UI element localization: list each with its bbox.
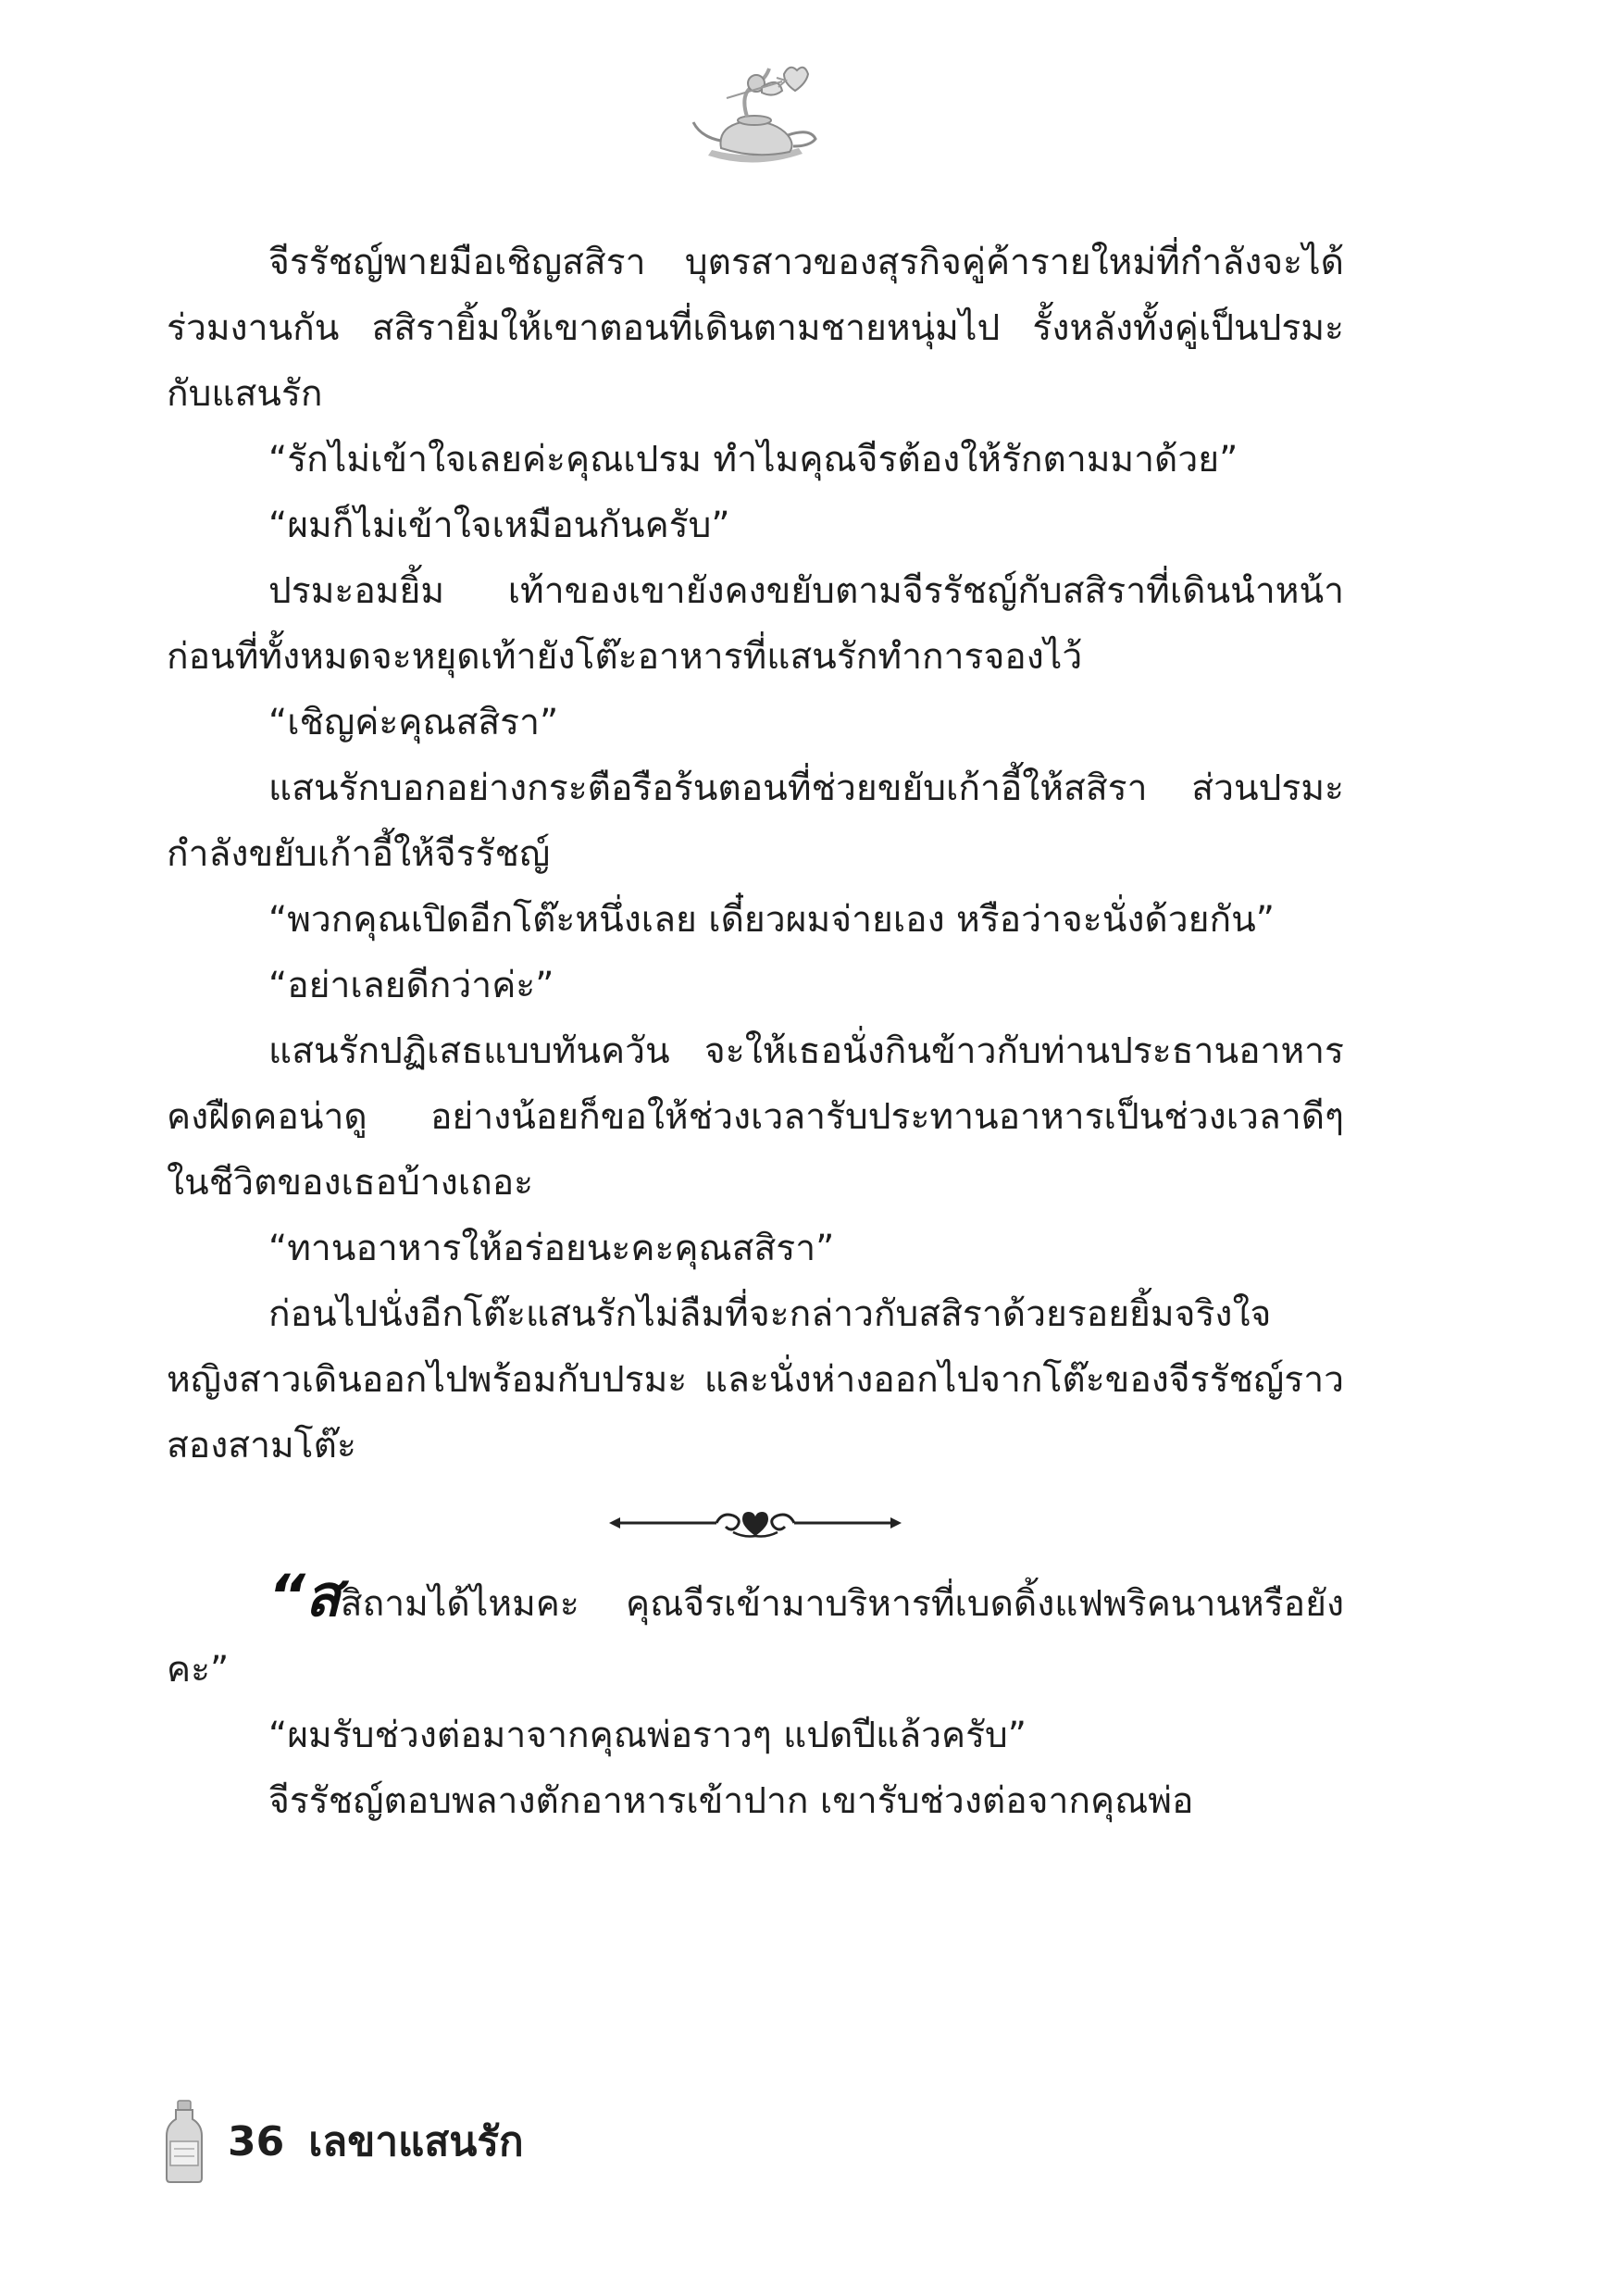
dropcap-paragraph xyxy=(167,1562,1344,1703)
paragraph: “รักไม่เข้าใจเลยค่ะคุณเปรม ทำไมคุณจีรต้องให้รักตามมาด้วย” xyxy=(268,439,1238,480)
page-number: 36 xyxy=(228,2117,285,2165)
body-text xyxy=(167,230,1344,1834)
paragraph: “อย่าเลยดีกว่าค่ะ” xyxy=(268,965,554,1006)
paragraph: “ผมรับช่วงต่อมาจากคุณพ่อราวๆ แปดปีแล้วครับ” xyxy=(268,1715,1027,1756)
page-footer xyxy=(165,2100,524,2183)
paragraph: แสนรักบอกอย่างกระตือรือร้นตอนที่ช่วยขยับเก้าอี้ให้สสิรา ส่วนปรมะกำลังขยับเก้าอี้ให้จีรรัชญ์ xyxy=(167,767,1344,875)
paragraph: ปรมะอมยิ้ม เท้าของเขายังคงขยับตามจีรรัชญ์กับสสิราที่เดินนำหน้า ก่อนที่ทั้งหมดจะหยุดเท้ายังโต๊ะอาหารที่แสนรักทำการจองไว้ xyxy=(167,570,1344,678)
paragraph: ก่อนไปนั่งอีกโต๊ะแสนรักไม่ลืมที่จะกล่าวกับสสิราด้วยรอยยิ้มจริงใจ หญิงสาวเดินออกไปพร้อมกับปรมะ และนั่งห่างออกไปจากโต๊ะของจีรรัชญ์ราวสองสามโต๊ะ xyxy=(167,1293,1344,1466)
paragraph: “ทานอาหารให้อร่อยนะคะคุณสสิรา” xyxy=(268,1228,835,1269)
paragraph: จีรรัชญ์พายมือเชิญสสิรา บุตรสาวของสุรกิจคู่ค้ารายใหม่ที่กำลังจะได้ร่วมงานกัน สสิรายิ้มให้เขาตอนที่เดินตามชายหนุ่มไป รั้งหลังทั้งคู่เป็นปรมะกับแสนรัก xyxy=(167,242,1344,415)
cupid-genie-lamp-icon xyxy=(680,56,828,176)
paragraph-rest: สิถามได้ไหมคะ คุณจีรเข้ามาบริหารที่เบดดิ้งแฟพริคนานหรือยังคะ” xyxy=(167,1583,1344,1691)
dropcap: “ส xyxy=(268,1562,341,1629)
paragraph: “ผมก็ไม่เข้าใจเหมือนกันครับ” xyxy=(268,505,730,546)
paragraph: จีรรัชญ์ตอบพลางตักอาหารเข้าปาก เขารับช่วงต่อจากคุณพ่อ xyxy=(268,1780,1194,1822)
scene-break xyxy=(167,1484,1344,1562)
paragraph: “พวกคุณเปิดอีกโต๊ะหนึ่งเลย เดี๋ยวผมจ่ายเอง หรือว่าจะนั่งด้วยกัน” xyxy=(268,899,1275,941)
book-title: เลขาแสนรัก xyxy=(308,2118,524,2165)
bottle-icon xyxy=(165,2099,204,2184)
paragraph: แสนรักปฏิเสธแบบทันควัน จะให้เธอนั่งกินข้าวกับท่านประธานอาหารคงฝืดคอน่าดู อย่างน้อยก็ขอให้ช่วงเวลารับประทานอาหารเป็นช่วงเวลาดีๆ ในชีวิตของเธอบ้างเถอะ xyxy=(167,1030,1344,1204)
paragraph: “เชิญค่ะคุณสสิรา” xyxy=(268,702,559,743)
heart-flourish-icon xyxy=(607,1504,903,1541)
